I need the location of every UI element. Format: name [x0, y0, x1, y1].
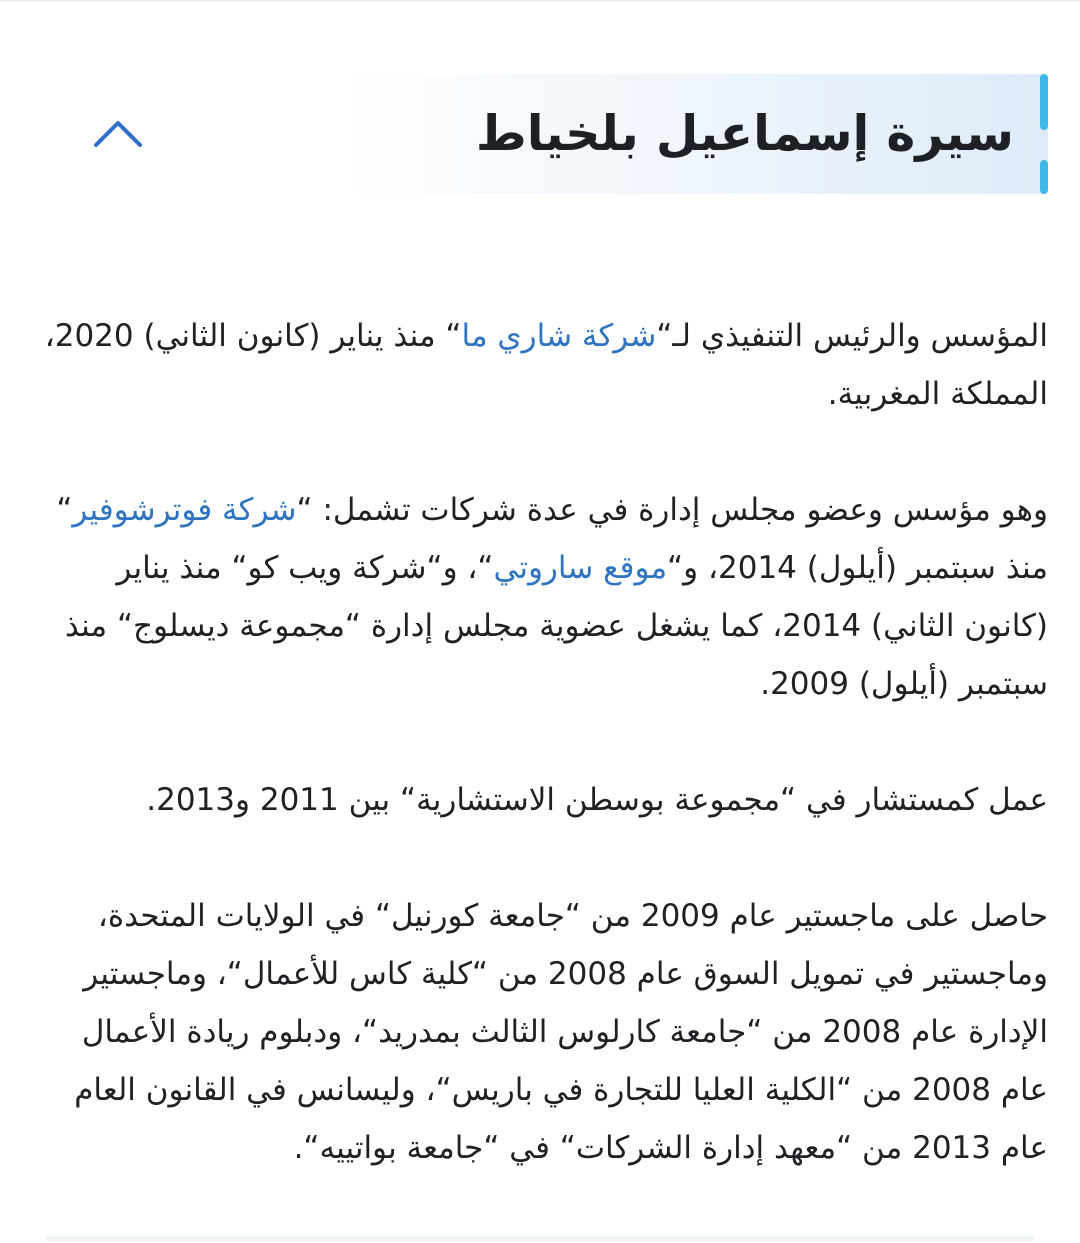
company-link-sarouty[interactable]: موقع ساروتي: [493, 550, 668, 586]
section-divider: [46, 1236, 1034, 1241]
paragraph-text: “ منذ يناير (كانون الثاني) 2020، المملكة المغربية.: [44, 318, 1048, 412]
paragraph-current-role: [38, 307, 1048, 423]
paragraph-text: وهو مؤسس وعضو مجلس إدارة في عدة شركات تشمل: “: [296, 492, 1048, 528]
paragraph-text: “، و“شركة ويب كو“ منذ يناير (كانون الثاني) 2014، كما يشغل عضوية مجلس إدارة “مجموعة ديسلوج“ منذ سبتمبر (أيلول) 2009.: [64, 550, 1048, 702]
header-accent-bar-bottom: [1040, 160, 1048, 194]
paragraph-text: المؤسس والرئيس التنفيذي لـ“: [656, 318, 1048, 354]
paragraph-board-roles: [38, 481, 1048, 713]
paragraph-consulting: [38, 771, 1048, 829]
company-link-futureshopper[interactable]: شركة فوترشوفير: [72, 492, 297, 528]
company-link-sharyma[interactable]: شركة شاري ما: [461, 318, 657, 354]
biography-section-header[interactable]: [34, 74, 1048, 194]
paragraph-education: [38, 887, 1048, 1177]
section-title: سيرة إسماعيل بلخياط: [475, 105, 1014, 163]
paragraph-text: حاصل على ماجستير عام 2009 من “جامعة كورنيل“ في الولايات المتحدة، وماجستير في تمويل السوق عام 2008 من “كلية كاس للأعمال“، وماجستير الإدارة عام 2008 من “جامعة كارلوس الثالث بمدريد“، ودبلوم ريادة الأعمال عام 2008 من “الكلية العليا للتجارة في باريس“، وليسانس في القانون العام عام 2013 من “معهد إدارة الشركات“ في “جامعة بواتييه“.: [74, 898, 1048, 1166]
paragraph-text: عمل كمستشار في “مجموعة بوسطن الاستشارية“ بين 2011 و2013.: [146, 782, 1048, 818]
header-accent-bar-top: [1040, 74, 1048, 130]
chevron-up-icon: [92, 119, 144, 149]
collapse-section-button[interactable]: [90, 106, 146, 162]
biography-content: [38, 307, 1048, 1235]
paragraph-text: “ منذ سبتمبر (أيلول) 2014، و“: [56, 492, 1048, 586]
